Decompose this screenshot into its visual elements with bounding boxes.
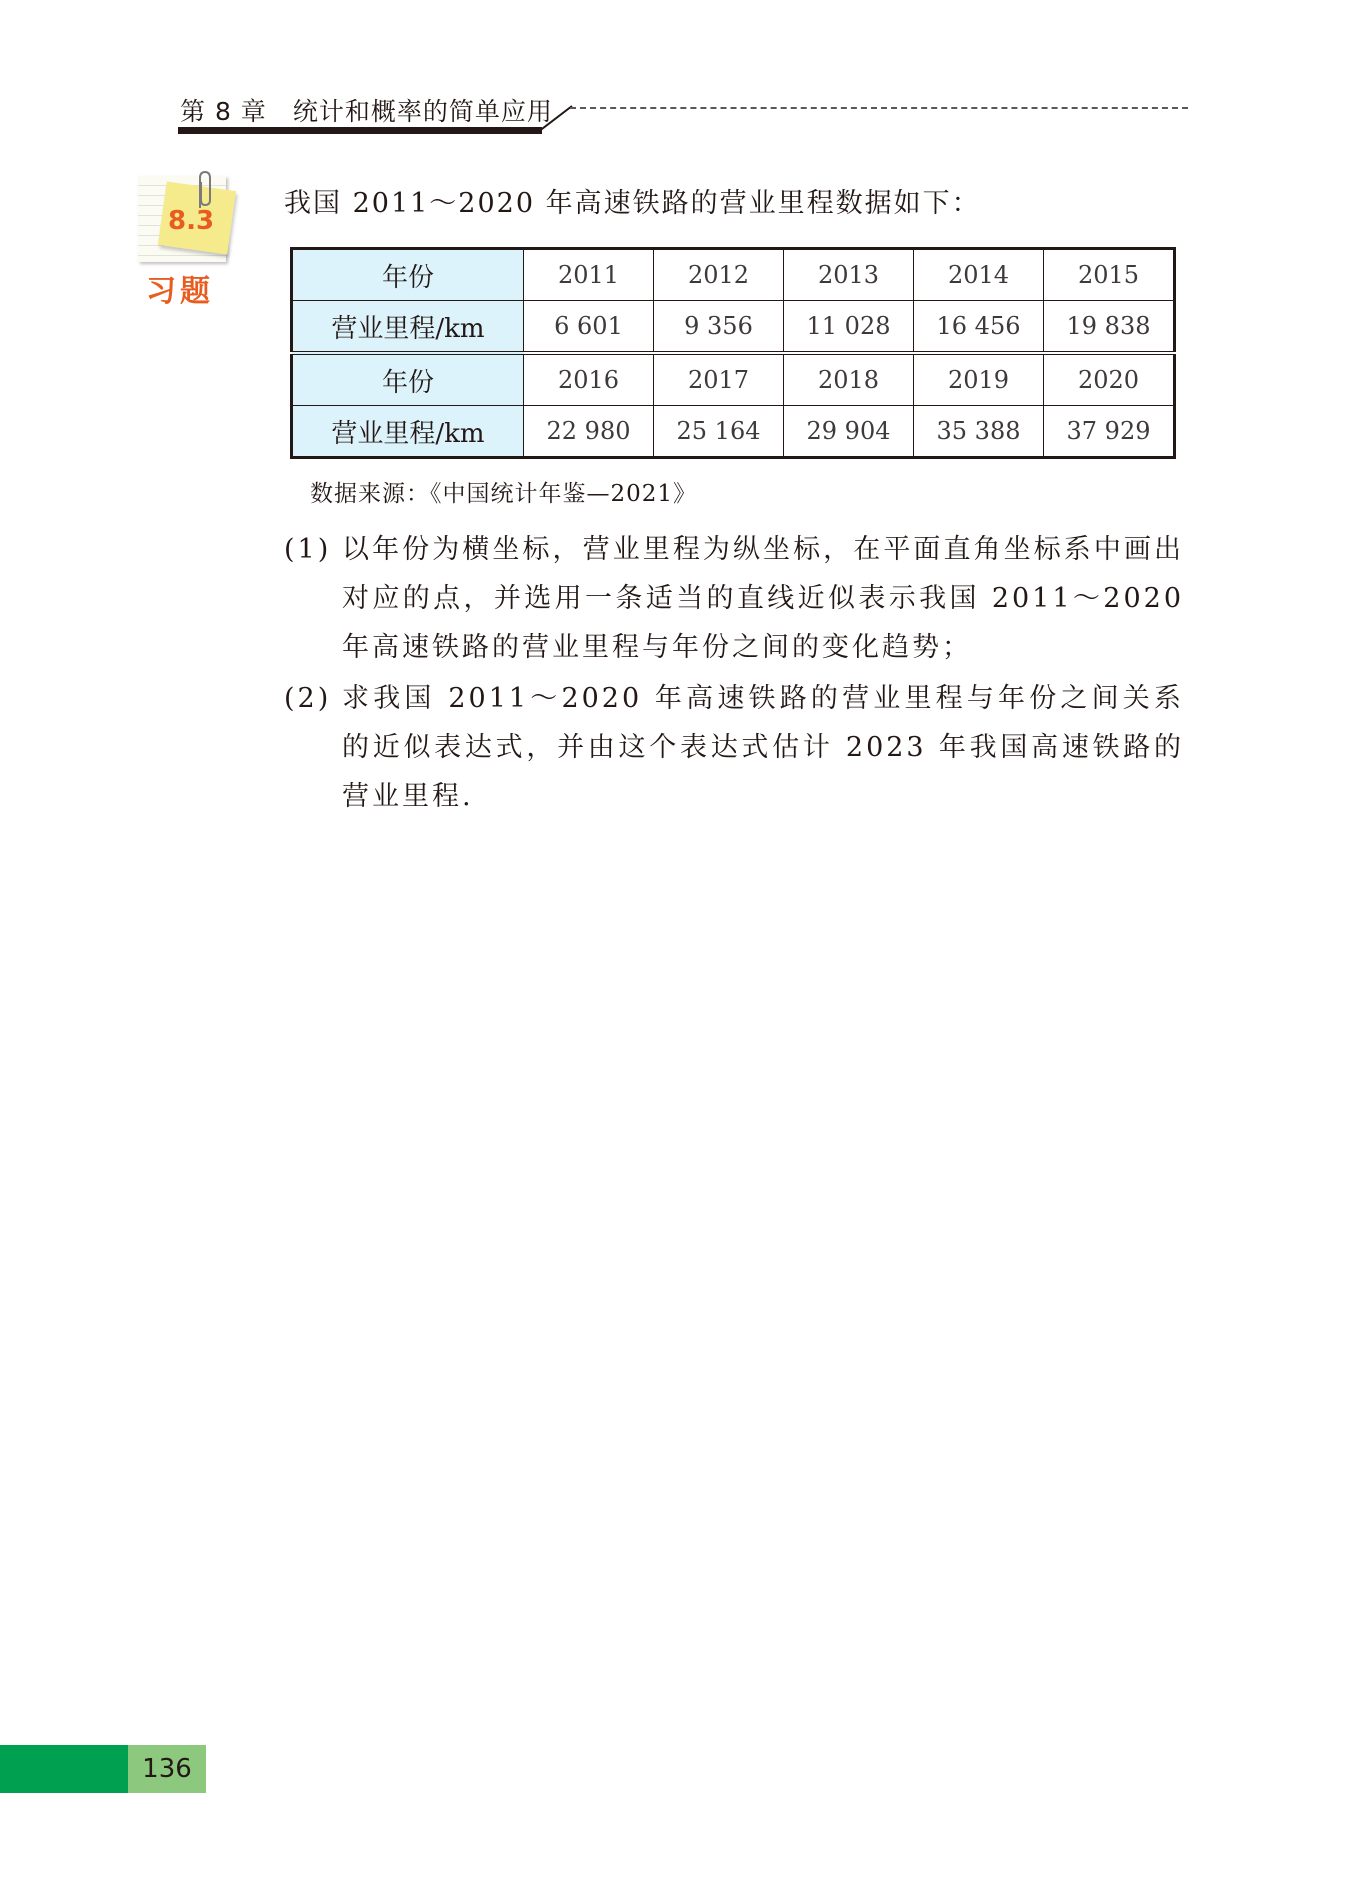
question-1: [284, 525, 1184, 672]
chapter-number: 第 8 章: [180, 97, 267, 126]
paperclip-icon: [192, 170, 214, 210]
mileage-cell: 9 356: [654, 301, 784, 354]
mileage-cell: 6 601: [524, 301, 654, 354]
header-underline-bar: [178, 127, 542, 134]
year-cell: 2014: [914, 249, 1044, 301]
mileage-cell: 22 980: [524, 406, 654, 458]
header-title: [180, 92, 553, 128]
mileage-cell: 25 164: [654, 406, 784, 458]
data-source-note: 数据来源：《中国统计年鉴—2021》: [310, 481, 698, 507]
question-number: (2): [284, 683, 332, 714]
exercise-number: 8.3: [168, 206, 215, 236]
row-header-mileage: 营业里程/km: [292, 406, 524, 458]
question-number: (1): [284, 534, 332, 565]
table-row-mileage-1: [292, 301, 1175, 354]
row-header-year: 年份: [292, 353, 524, 406]
question-2: [284, 674, 1184, 821]
running-header: [178, 88, 1188, 128]
question-text: 以年份为横坐标，营业里程为纵坐标，在平面直角坐标系中画出对应的点，并选用一条适当的直线近似表示我国 2011～2020 年高速铁路的营业里程与年份之间的变化趋势；: [342, 534, 1184, 663]
year-cell: 2018: [784, 353, 914, 406]
table-row-mileage-2: [292, 406, 1175, 458]
year-cell: 2016: [524, 353, 654, 406]
mileage-cell: 16 456: [914, 301, 1044, 354]
year-cell: 2012: [654, 249, 784, 301]
year-cell: 2017: [654, 353, 784, 406]
mileage-cell: 37 929: [1044, 406, 1175, 458]
page-number: 136: [128, 1745, 206, 1793]
table-row-years-1: [292, 249, 1175, 301]
question-text: 求我国 2011～2020 年高速铁路的营业里程与年份之间关系的近似表达式，并由这个表达式估计 2023 年我国高速铁路的营业里程.: [342, 683, 1184, 812]
year-cell: 2020: [1044, 353, 1175, 406]
mileage-cell: 11 028: [784, 301, 914, 354]
year-cell: 2013: [784, 249, 914, 301]
mileage-table: [290, 247, 1176, 459]
table-row-years-2: [292, 353, 1175, 406]
year-cell: 2011: [524, 249, 654, 301]
exercise-badge: [132, 170, 232, 309]
mileage-cell: 19 838: [1044, 301, 1175, 354]
year-cell: 2019: [914, 353, 1044, 406]
intro-text: 我国 2011～2020 年高速铁路的营业里程数据如下：: [284, 188, 981, 219]
mileage-cell: 29 904: [784, 406, 914, 458]
chapter-title: 统计和概率的简单应用: [292, 97, 553, 126]
row-header-year: 年份: [292, 249, 524, 301]
header-dashed-rule: [570, 107, 1188, 109]
row-header-mileage: 营业里程/km: [292, 301, 524, 354]
exercise-label: 习题: [146, 274, 214, 309]
year-cell: 2015: [1044, 249, 1175, 301]
mileage-cell: 35 388: [914, 406, 1044, 458]
header-slash-line: [536, 100, 576, 134]
footer-green-tab: [0, 1745, 128, 1793]
